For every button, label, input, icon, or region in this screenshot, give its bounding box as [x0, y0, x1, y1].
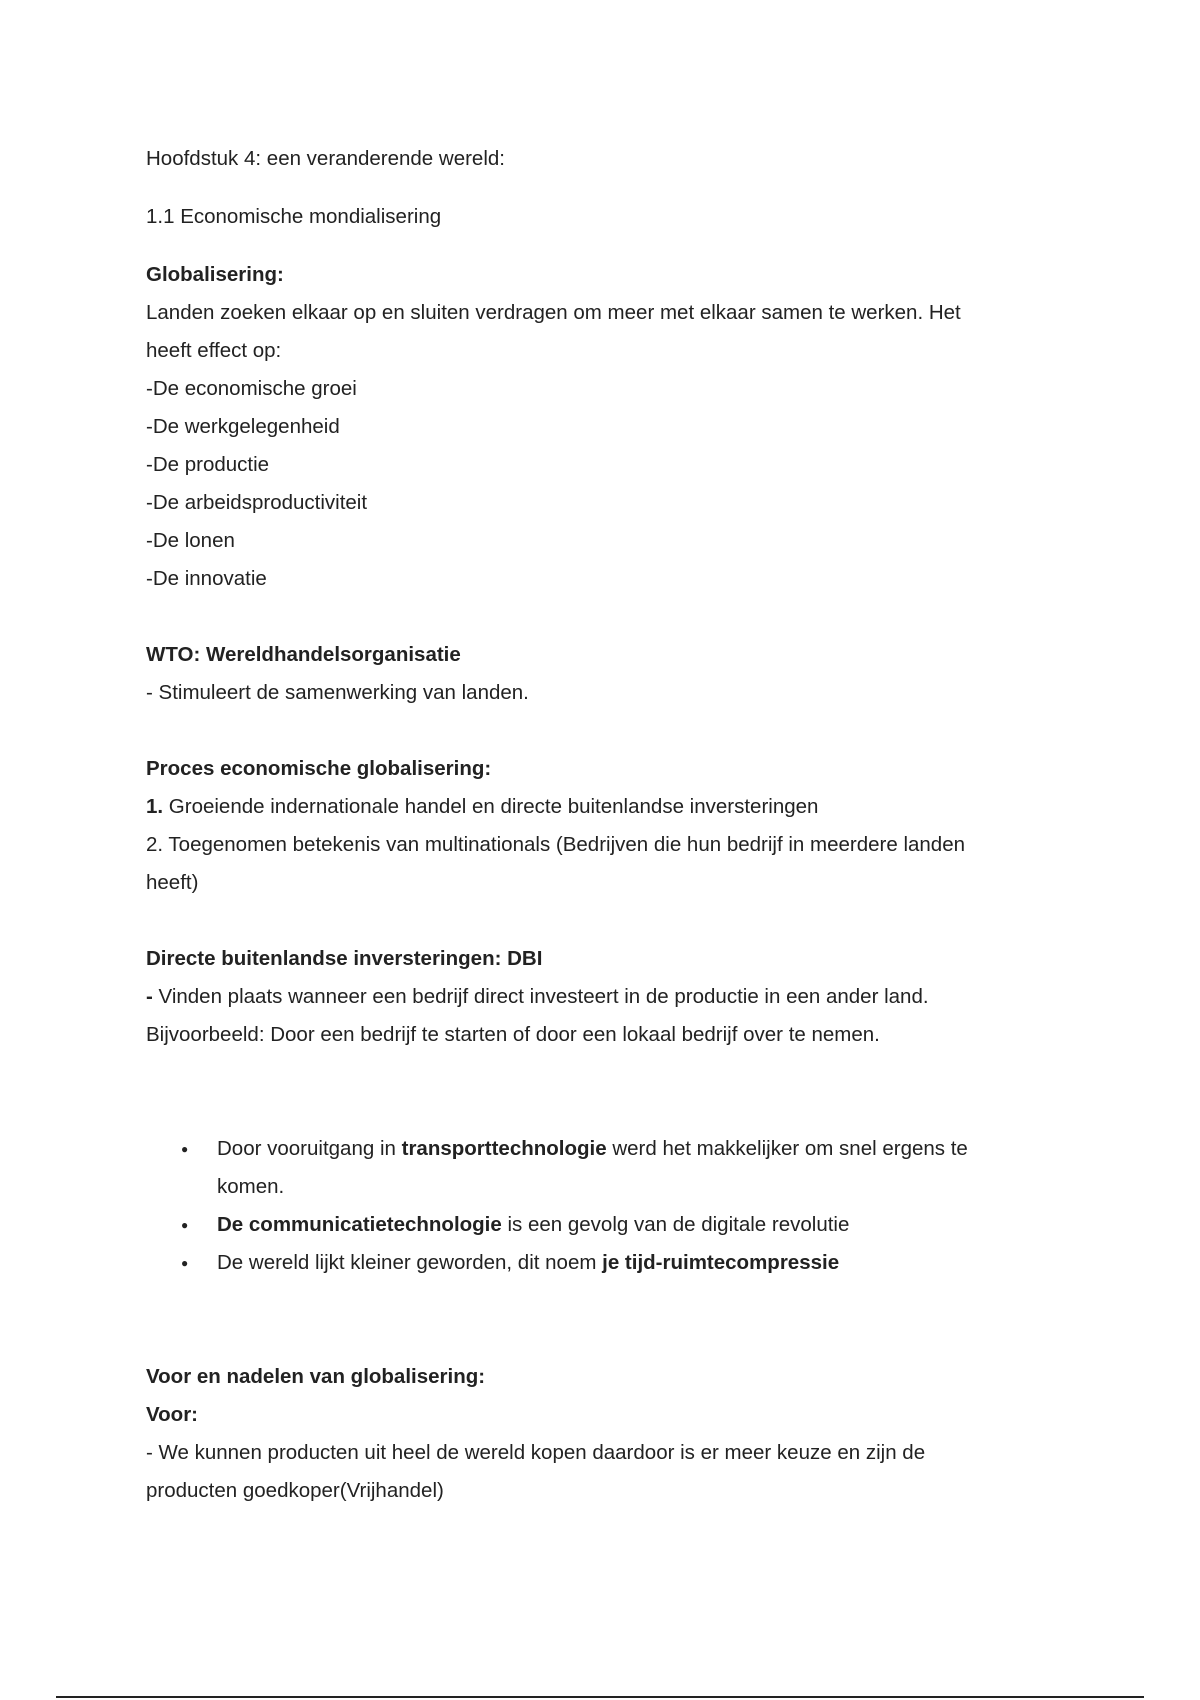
bullet-list [146, 1130, 1046, 1282]
voor-line-1: - We kunnen producten uit heel de wereld kopen daardoor is er meer keuze en zijn de [146, 1441, 926, 1464]
bullet-1-line2: komen. [217, 1175, 285, 1198]
section-title: 1.1 Economische mondialisering [146, 205, 442, 228]
proces-item-1-text: Groeiende indernationale handel en directe buitenlandse inversteringen [163, 795, 819, 818]
dbi-dash: - [146, 985, 153, 1008]
bullet-3-pre: De wereld lijkt kleiner geworden, dit noem [217, 1251, 603, 1274]
dbi-line-2: Bijvoorbeeld: Door een bedrijf te starten of door een lokaal bedrijf over te nemen. [146, 1023, 880, 1046]
effect-item: -De arbeidsproductiviteit [146, 491, 368, 514]
bullet-item [217, 1130, 1046, 1206]
bullet-1-post: werd het makkelijker om snel ergens te [606, 1137, 968, 1160]
proces-item-2-cont: heeft) [146, 871, 199, 894]
effect-item: -De werkgelegenheid [146, 415, 340, 438]
globalisering-intro: heeft effect op: [146, 339, 282, 362]
globalisering-intro: Landen zoeken elkaar op en sluiten verdragen om meer met elkaar samen te werken. Het [146, 301, 961, 324]
dbi-line-1-text: Vinden plaats wanneer een bedrijf direct investeert in de productie in een ander land. [152, 985, 929, 1008]
page-bottom-divider [56, 1696, 1144, 1698]
bullet-1-pre: Door vooruitgang in [217, 1137, 402, 1160]
dbi-heading: Directe buitenlandse inversteringen: DBI [146, 947, 543, 970]
wto-line: - Stimuleert de samenwerking van landen. [146, 681, 529, 704]
bullet-2-post: is een gevolg van de digitale revolutie [501, 1213, 850, 1236]
proces-item-1-number: 1. [146, 795, 164, 818]
voor-nadelen-heading: Voor en nadelen van globalisering: [146, 1365, 486, 1388]
bullet-3-bold: je tijd-ruimtecompressie [602, 1251, 840, 1274]
bullet-2-bold: De communicatietechnologie [217, 1213, 502, 1236]
effect-item: -De lonen [146, 529, 235, 552]
proces-item-2: 2. Toegenomen betekenis van multinationals (Bedrijven die hun bedrijf in meerdere landen [146, 833, 965, 856]
effect-item: -De economische groei [146, 377, 357, 400]
globalisering-heading: Globalisering: [146, 263, 284, 286]
effect-item: -De innovatie [146, 567, 267, 590]
document-page [146, 140, 1046, 1510]
proces-heading: Proces economische globalisering: [146, 757, 492, 780]
effect-item: -De productie [146, 453, 270, 476]
chapter-title: Hoofdstuk 4: een veranderende wereld: [146, 147, 505, 170]
bullet-item [217, 1206, 1046, 1244]
wto-heading: WTO: Wereldhandelsorganisatie [146, 643, 461, 666]
voor-line-2: producten goedkoper(Vrijhandel) [146, 1479, 444, 1502]
voor-heading: Voor: [146, 1403, 199, 1426]
bullet-item [217, 1244, 1046, 1282]
bullet-1-bold: transporttechnologie [401, 1137, 607, 1160]
dbi-line-1 [146, 978, 1046, 1016]
proces-item-1 [146, 788, 1046, 826]
